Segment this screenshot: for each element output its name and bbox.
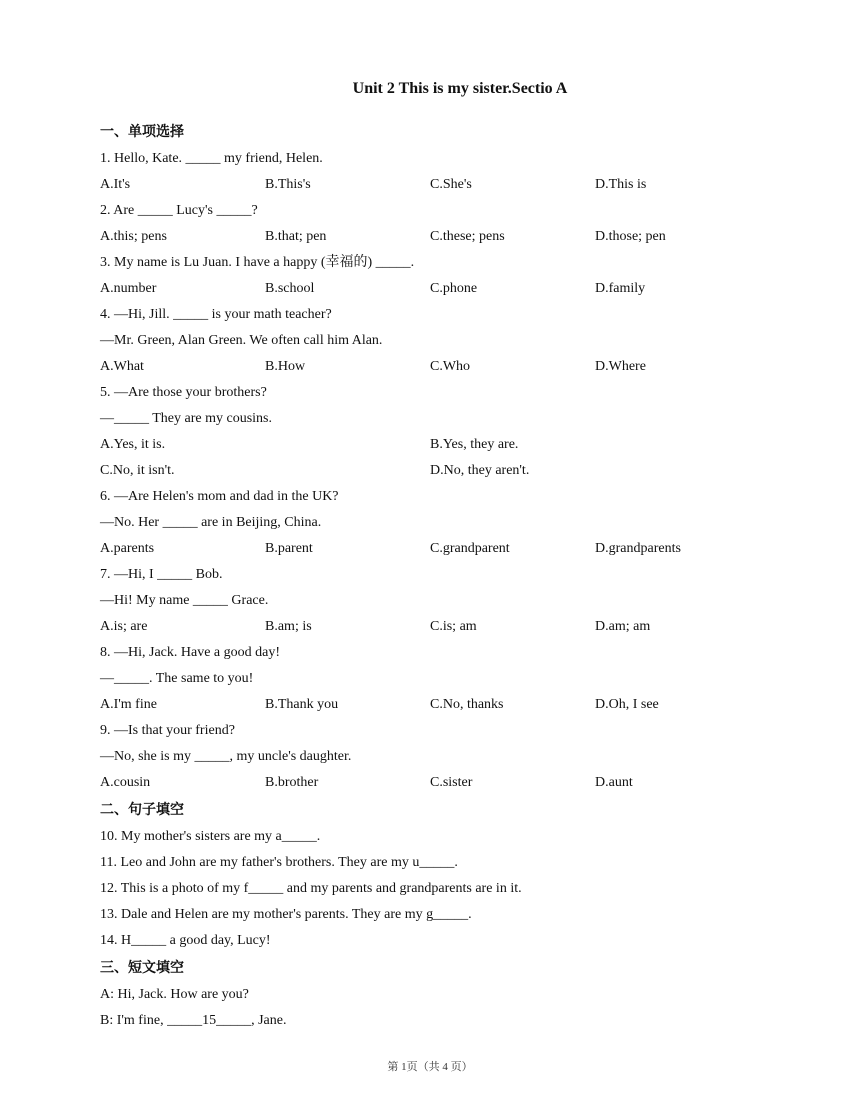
- option-a: A.is; are: [100, 619, 148, 634]
- option-b: B.brother: [265, 775, 319, 790]
- dialog-line-b: B: I'm fine, _____15_____, Jane.: [100, 1013, 287, 1028]
- question-3-options: [100, 276, 800, 302]
- section-heading-multiple-choice: 一、单项选择: [100, 124, 184, 140]
- option-c: C.phone: [430, 281, 478, 296]
- question-6-stem: 6. —Are Helen's mom and dad in the UK?: [100, 489, 339, 504]
- question-5-stem-line-2: —_____ They are my cousins.: [100, 411, 272, 426]
- option-c: C.grandparent: [430, 541, 510, 556]
- option-a: A.cousin: [100, 775, 151, 790]
- question-4-stem-line-2: —Mr. Green, Alan Green. We often call him Alan.: [100, 333, 383, 348]
- question-4-stem: 4. —Hi, Jill. _____ is your math teacher?: [100, 307, 332, 322]
- question-14: 14. H_____ a good day, Lucy!: [100, 933, 271, 948]
- question-4-options: [100, 354, 800, 380]
- question-12: 12. This is a photo of my f_____ and my parents and grandparents are in it.: [100, 881, 522, 896]
- section-heading-sentence-fill: 二、句子填空: [100, 802, 184, 818]
- option-c: C.No, it isn't.: [100, 463, 175, 478]
- option-c: C.sister: [430, 775, 473, 790]
- option-a: A.I'm fine: [100, 697, 157, 712]
- option-b: B.Yes, they are.: [430, 437, 519, 452]
- page-footer: 第 1页（共 4 页）: [387, 1061, 473, 1073]
- option-c: C.She's: [430, 177, 472, 192]
- option-d: D.family: [595, 281, 646, 296]
- question-1-options: [100, 172, 800, 198]
- question-1-stem: 1. Hello, Kate. _____ my friend, Helen.: [100, 151, 323, 166]
- option-a: A.parents: [100, 541, 155, 556]
- question-13: 13. Dale and Helen are my mother's parents. They are my g_____.: [100, 907, 472, 922]
- option-d: D.am; am: [595, 619, 651, 634]
- question-6-stem-line-2: —No. Her _____ are in Beijing, China.: [100, 515, 322, 530]
- option-a: A.What: [100, 359, 144, 374]
- option-a: A.number: [100, 281, 157, 296]
- option-d: D.No, they aren't.: [430, 463, 530, 478]
- option-d: D.aunt: [595, 775, 633, 790]
- question-7-stem-line-2: —Hi! My name _____ Grace.: [100, 593, 269, 608]
- question-7-stem: 7. —Hi, I _____ Bob.: [100, 567, 223, 582]
- question-7-options: [100, 614, 800, 640]
- section-heading-passage-fill: 三、短文填空: [100, 960, 184, 976]
- option-d: D.grandparents: [595, 541, 681, 556]
- option-a: A.this; pens: [100, 229, 167, 244]
- option-b: B.This's: [265, 177, 311, 192]
- question-8-stem: 8. —Hi, Jack. Have a good day!: [100, 645, 281, 660]
- option-c: C.is; am: [430, 619, 477, 634]
- question-3-stem: 3. My name is Lu Juan. I have a happy (幸福的) _____.: [100, 255, 415, 270]
- question-5-options-row-1: [100, 432, 800, 458]
- option-c: C.No, thanks: [430, 697, 504, 712]
- option-a: A.It's: [100, 177, 131, 192]
- question-2-stem: 2. Are _____ Lucy's _____?: [100, 203, 258, 218]
- option-d: D.Where: [595, 359, 646, 374]
- dialog-line-a: A: Hi, Jack. How are you?: [100, 987, 249, 1002]
- option-d: D.those; pen: [595, 229, 666, 244]
- option-b: B.that; pen: [265, 229, 327, 244]
- question-11: 11. Leo and John are my father's brothers. They are my u_____.: [100, 855, 458, 870]
- question-6-options: [100, 536, 800, 562]
- question-2-options: [100, 224, 800, 250]
- question-5-stem: 5. —Are those your brothers?: [100, 385, 267, 400]
- question-9-stem-line-2: —No, she is my _____, my uncle's daughter.: [100, 749, 352, 764]
- option-c: C.these; pens: [430, 229, 505, 244]
- option-c: C.Who: [430, 359, 471, 374]
- option-d: D.This is: [595, 177, 647, 192]
- option-d: D.Oh, I see: [595, 697, 659, 712]
- question-5-options-row-2: [100, 458, 800, 484]
- option-b: B.Thank you: [265, 697, 339, 712]
- question-9-stem: 9. —Is that your friend?: [100, 723, 235, 738]
- worksheet-body: [100, 118, 800, 1034]
- option-b: B.parent: [265, 541, 313, 556]
- option-b: B.school: [265, 281, 315, 296]
- question-10: 10. My mother's sisters are my a_____.: [100, 829, 321, 844]
- option-b: B.am; is: [265, 619, 312, 634]
- question-8-options: [100, 692, 800, 718]
- question-8-stem-line-2: —_____. The same to you!: [100, 671, 254, 686]
- page-title: Unit 2 This is my sister.Sectio A: [352, 80, 568, 97]
- question-9-options: [100, 770, 800, 796]
- option-b: B.How: [265, 359, 306, 374]
- option-a: A.Yes, it is.: [100, 437, 166, 452]
